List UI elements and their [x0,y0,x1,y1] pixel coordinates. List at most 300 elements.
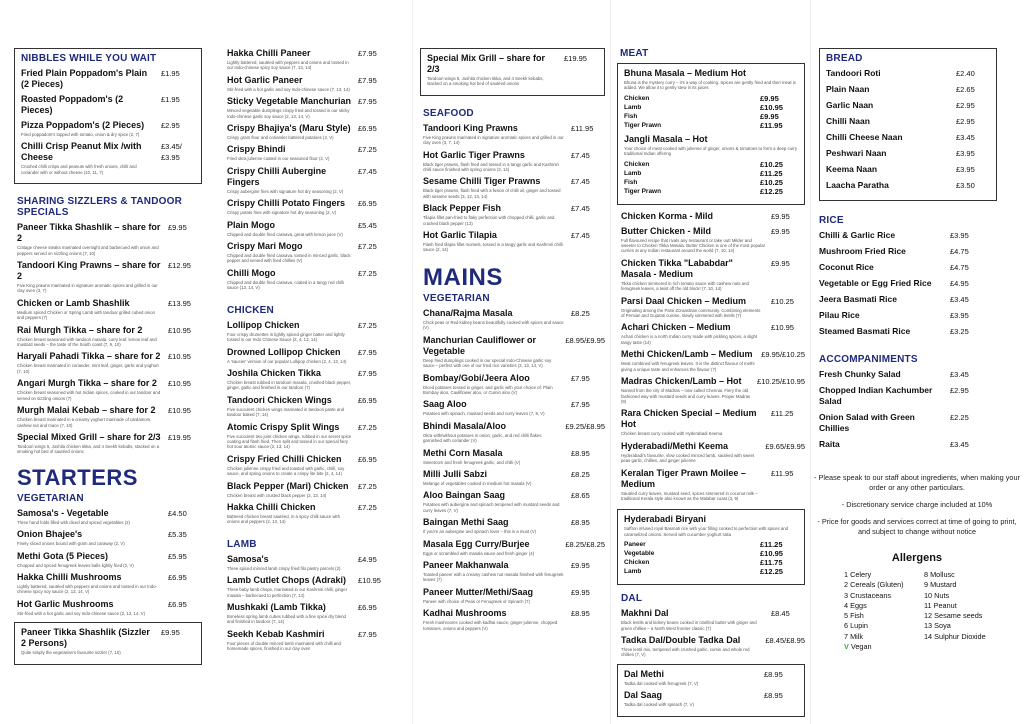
menu-item [621,258,805,292]
menu-item [423,176,605,199]
menu-item-price: £8.45 [771,609,790,619]
menu-item-text [17,260,168,294]
menu-item-description: Tandoori wings 5, Joshila chicken tikka, and 4 Seekh kebabs, stacked on a smoking hot bed of sautéed onions [17,443,160,455]
menu-item-description: Crispy gram flour and coriander battered potatoes (2, V) [227,135,334,141]
menu-item-price: £10.25/£10.95 [757,377,805,387]
menu-item-text [621,211,771,222]
menu-item [621,635,805,658]
menu-item-name: Milli Julli Sabzi [423,468,488,479]
menu-item-text [826,116,956,127]
menu-item-price: £11.95 [771,468,794,478]
menu-item [227,166,392,194]
menu-item-price: £4.50 [168,508,187,518]
section-heading: DAL [621,593,643,605]
menu-item [826,68,990,79]
menu-item-price: £3.50 [956,181,975,190]
menu-item-description: Three hand folds filled with diced and spiced vegetables (2) [17,519,130,525]
menu-item-name: Sticky Vegetable Manchurian [227,96,352,107]
menu-item-name: Methi Gota (5 Pieces) [17,550,109,561]
menu-item-text [423,469,571,486]
menu-item-name: Chana/Rajma Masala [423,307,513,318]
menu-item-description: Chicken breast rubbed in tandoori masala, crushed black pepper, ginger, garlic and finished in our tandoor (7) [227,379,351,391]
menu-item-name: Coconut Rice [819,262,874,272]
menu-item [227,454,392,477]
menu-item-description: Three lentil mix, tempered with crushed garlic, cumin and whole red chillies (7, V) [621,646,750,658]
option-price: £10.25 [760,159,783,169]
menu-item-price: £8.95 [571,609,590,619]
menu-item-name: Keralan Tiger Prawn Moilee – Medium [621,467,746,489]
menu-item-description: Tadka dal cooked with spinach (7, V) [624,702,694,708]
menu-item [21,68,195,90]
allergen-item: 9 Mustard [924,580,957,590]
menu-item [423,308,605,331]
menu-item-price: £8.65 [571,491,590,501]
menu-item [621,468,805,502]
menu-item-text [227,123,358,140]
menu-item-price: £6.95 [168,572,187,582]
menu-item-description: Tadka dal cooked with fenugreek (7, V) [624,680,699,686]
menu-item [624,669,798,686]
menu-item-name: Sesame Chilli Tiger Prawns [423,176,541,187]
menu-item-text [423,608,571,631]
menu-item [227,268,392,291]
menu-item-name: Butter Chicken - Mild [621,225,712,236]
menu-option [624,94,798,103]
menu-item [826,132,990,143]
menu-item [423,448,605,465]
menu-item-text [17,529,168,546]
menu-item-name: Plain Naan [826,84,870,94]
option-price: £11.95 [760,120,783,130]
menu-item-text [427,53,564,87]
note-prices: - Price for goods and services correct at time of going to print, and subject to change without notice [817,517,1017,536]
menu-item-name: Aloo Baingan Saag [423,490,506,501]
menu-item-text [621,376,757,404]
menu-item-price: £8.25/£8.25 [565,539,605,549]
menu-item [423,587,605,604]
menu-item-price: £10.95 [771,323,794,333]
menu-item-text [17,551,168,568]
menu-item-name: Bhindi Masala/Aloo [423,420,507,431]
menu-item-name: Kadhai Mushrooms [423,608,507,619]
menu-item [227,320,392,343]
menu-item-text [227,395,358,418]
menu-item-price: £9.95/£10.25 [761,350,805,360]
menu-item-name: Hakka Chilli Chicken [227,501,316,512]
menu-item-price: £5.35 [168,530,187,540]
menu-item-text [17,599,168,616]
menu-item-description: Chipped and double fried cassava, tossed in minced garlic, black pepper and served with fried chillies (V) [227,253,351,264]
menu-item-description: Chicken breast marinated in coriander, mint leaf, ginger, garlic and yoghurt (7, 10) [17,363,159,374]
menu-item-text [423,490,571,513]
menu-item-group [624,514,798,576]
menu-item-text [227,422,358,450]
allergen-item: 13 Soya [924,621,951,631]
menu-item-name: Tadka Dal/Double Tadka Dal [621,634,741,645]
menu-item [17,260,202,294]
menu-item [819,412,984,434]
menu-item [819,294,984,305]
section-heading: RICE [819,215,844,226]
menu-item-description: Quite simply the vegetarian's favourite sizzler (7, 10) [21,650,121,656]
starters-vegetarian-section [14,493,202,620]
menu-item-price: £3.25 [950,327,969,336]
menu-item-price: £6.95 [358,124,377,134]
menu-item [826,100,990,111]
menu-item-text [819,310,950,321]
menu-item-price: £2.25 [950,413,969,422]
menu-item-description: Crushed chilli crisps and peanuts with fresh onions, chilli and coriander with or without cheese (10, 11, 7) [21,164,137,175]
menu-item-text [826,84,956,95]
option-label: Tiger Prawn [624,187,662,195]
menu-item-text [819,385,950,407]
menu-item-description: Battered chicken breast sautéed, in a spicy chilli sauce with onions and peppers (2, 13, 14) [227,513,340,525]
note-ingredients: - Please speak to our staff about ingredients, when making your order or any other particulars. [814,473,1020,492]
menu-item [17,529,202,546]
menu-item-text [819,439,950,450]
menu-item-description: Okra with/without potatoes in onion, garlic, and red chilli flakes garnished with coriander (V) [423,432,542,444]
menu-item-description: Potatoes with aubergine and spinach tempered with mustard seeds and curry leaves (7, V) [423,502,560,513]
menu-item-price: £8.95 [571,448,590,458]
menu-item-price: £3.95 [950,231,969,240]
menu-item-text [227,629,358,652]
menu-item-text [17,325,168,348]
menu-item-name: Dal Methi [624,668,665,679]
menu-item-description: Sautéed curry leaves, mustard seed, spices simmered in coconut milk – traditional Kerala style also known as the Malabar coast (3, 9) [621,490,758,501]
menu-item [227,347,392,364]
menu-item [227,575,392,598]
menu-item-price: £9.95 [571,587,590,597]
menu-item-name: Crispy Chilli Aubergine Fingers [227,165,327,187]
menu-item-price: £2.95 [950,386,969,395]
menu-item-name: Paneer Tikka Shashlik – share for 2 [17,222,161,244]
menu-item [621,408,805,436]
menu-item-text [423,150,571,173]
menu-option [624,103,798,112]
menu-item-text [227,368,358,391]
option-label: Chicken [624,160,650,168]
menu-item-description: Chipped and double fried cassava, great with lemon juice (V) [227,231,343,237]
menu-item-name: Tandoori King Prawns [423,122,518,133]
menu-item [621,441,805,464]
menu-item-price: £5.95 [168,551,187,561]
menu-item-name: Methi Corn Masala [423,447,503,458]
menu-item-price: £19.95 [168,432,191,442]
menu-item-name: Drowned Lollipop Chicken [227,346,341,357]
menu-option [624,160,798,169]
menu-item [826,116,990,127]
allergen-item: 3 Crustaceans [844,590,892,600]
menu-item [17,325,202,348]
menu-item-name: Black Pepper Fish [423,203,502,214]
menu-item-description: Chicken breast curry cooked with Hyderabadi Keema [621,431,723,437]
menu-item [423,123,605,146]
menu-item-name: Samosa's [227,553,269,564]
menu-option [624,112,798,121]
menu-item-text [21,120,161,137]
menu-item [21,120,195,137]
menu-item-text [227,575,358,598]
menu-item-name: Baingan Methi Saag [423,517,509,528]
menu-item-name: Chicken Korma - Mild [621,210,714,221]
menu-item-name: Tandoori Chicken Wings [227,394,332,405]
menu-item-price: £7.45 [571,231,590,241]
allergen-item: 5 Fish [844,611,864,621]
menu-item-price: £7.95 [571,373,590,383]
note-service-charge: - Discretionary service charge included at 10% [841,500,993,509]
menu-item-name: Seekh Kebab Kashmiri [227,628,325,639]
menu-item-description: Fried okra julienne coated in our seasoned flour (2, V) [227,156,330,162]
menu-item-price: £3.45/ £3.95 [161,142,182,163]
menu-item-name: Saag Aloo [423,399,467,410]
menu-option [624,567,798,576]
section-heading: MAINS [423,263,503,291]
menu-item-price: £7.25 [358,242,377,252]
section-heading: ACCOMPANIMENTS [819,354,918,365]
menu-item [624,690,798,707]
menu-item-name: Parsi Daal Chicken – Medium [621,295,747,306]
menu-item-description: Chipped and double fried cassava, coated in a tangy red chilli sauce (13, 14, V) [227,279,345,291]
menu-item-price: £2.95 [956,117,975,126]
menu-item [819,230,984,241]
menu-item-price: £6.95 [358,199,377,209]
menu-item [621,296,805,319]
menu-item-price: £7.45 [571,177,590,187]
menu-item [227,602,392,625]
menu-item [227,422,392,450]
mains-vegetarian-section [420,293,605,635]
menu-item-price: £10.95 [168,352,191,362]
menu-item-text [621,258,771,292]
menu-item-text [17,572,168,595]
menu-item-name: Hot Garlic Mushrooms [17,598,114,609]
allergens-title: Allergens [891,552,943,564]
menu-item-name: Achari Chicken – Medium [621,322,731,333]
menu-item-price: £7.45 [571,150,590,160]
section-heading: VEGETARIAN [17,492,84,504]
menu-item [227,96,392,119]
menu-item-price: £2.95 [956,101,975,110]
menu-item-text [423,335,565,369]
menu-item-description: Minced vegetable dumplings crispy fried and tossed in our sticky Indo-chinese garlic soy sauce (2, 13, 14, V) [227,108,350,119]
menu-item-price: £10.95 [168,406,191,416]
menu-item [423,150,605,173]
menu-item-price: £7.25 [358,422,377,432]
menu-option [624,178,798,187]
menu-item-description: Chicken breast seasoned with tandoori masala, curry leaf, lemon leaf and mustard seeds – the taste of the South coast (7, 9, 10) [17,336,157,348]
menu-item-description: Eggs or scrambled with masala sauce and fresh ginger (4) [423,550,535,556]
option-price: £12.25 [760,186,783,196]
menu-item [819,310,984,321]
option-price: £12.25 [760,567,783,577]
menu-item-description: Lightly battered, sautéed with peppers and onions and tossed in our Indo-chinese spicy soy sauce (7, 13, 14) [227,60,349,71]
menu-item [423,203,605,226]
menu-item-price: £8.95 [764,691,783,701]
menu-item-price: £13.95 [168,298,191,308]
menu-item-description: Deep fried dumplings cooked in our special Indo-Chinese garlic soy sauce – perfect with one of our fried rice varieties (2, 13, 14, V) [423,357,552,369]
menu-item [17,572,202,595]
menu-item-price: £19.95 [564,54,587,63]
menu-item [227,481,392,498]
menu-item-text [819,230,950,241]
menu-item-description: Fried poppadom's topped with tomato, onion & dry spice (2, 7) [21,132,140,137]
column-5 [814,48,1020,652]
menu-item [819,246,984,257]
menu-item-text [17,298,168,321]
allergen-item: 8 Mollusc [924,570,955,579]
menu-item [423,421,605,444]
menu-item-name: Special Mixed Grill – share for 2/3 [17,431,161,442]
menu-item-text [423,399,571,416]
menu-item-text [17,378,168,401]
menu-item-price: £8.95/£9.95 [565,335,605,345]
menu-item-text [423,421,565,444]
menu-item [819,439,984,450]
menu-item-text [423,448,571,465]
menu-item-name: Makhni Dal [621,608,669,619]
menu-item-name: Madras Chicken/Lamb – Hot [621,376,742,387]
menu-item-price: £8.25 [571,308,590,318]
menu-item [621,322,805,345]
menu-item-price: £7.95 [571,400,590,410]
menu-item [621,349,805,372]
menu-item-description: Chicken breast marinated in a creamy yoghurt marinade of cardamom, cashew nut and mace (7, 10) [17,417,152,428]
menu-item-price: £10.95 [168,325,191,335]
chicken-section [227,305,392,529]
menu-item-text [227,347,358,364]
menu-item-name: Joshila Chicken Tikka [227,367,321,378]
menu-item-price: £7.25 [358,502,377,512]
option-price: £10.25 [760,177,783,187]
menu-item-price: £3.95 [956,149,975,158]
menu-item-description: Five King prawns marinated in signature aromatic spices and grilled in our clay oven (3, 7, 14) [423,134,564,146]
menu-item-description: Black tiger prawns, flash fried with a fusion of chilli oil, ginger and tossed with sesame seeds (3, 12, 13, 14) [423,188,561,199]
menu-item-text [423,230,571,253]
menu-item-price: £8.25 [571,469,590,479]
menu-item-name: Special Mix Grill – share for 2/3 [427,53,546,74]
menu-item-description: Sweetcorn and fresh fenugreek garlic, and chilli (V) [423,459,521,465]
lamb-section [227,539,392,656]
menu-item-description: Chicken breast seasoned with hot Indian spices, cooked in our tandoor and served on sizzling onions (7) [17,390,161,401]
column-divider [412,0,413,724]
menu-item-text [17,405,168,428]
menu-item-name: Masala Egg Curry/Burjee [423,538,530,549]
menu-item-name: Mushroom Fried Rice [819,246,906,256]
menu-item-name: Crispy Fried Chilli Chicken [227,453,342,464]
menu-item-name: Samosa's - Vegetable [17,507,109,518]
menu-item-description: Cottage cheese steaks marinated overnight and barbecued with onion and peppers served on sizzling onions (7, 10) [17,245,159,256]
menu-item [621,376,805,404]
menu-item [423,399,605,416]
menu-item-description: Five King prawns marinated in signature aromatic spices and grilled in our clay oven (3, 7) [17,283,158,294]
menu-item [819,278,984,289]
menu-item-price: £9.65/£9.95 [765,441,805,451]
menu-item-name: Paneer Makhanwala [423,559,509,570]
menu-item-name: Hakka Chilli Paneer [227,48,311,58]
menu-item-price: £8.95 [764,669,783,679]
menu-item-text [227,144,358,161]
menu-item-description: Crispy potato fries with signature hot dry seasoning (2, V) [227,210,337,216]
menu-item-price: £9.95 [168,223,187,233]
menu-item-description: Chicken julienne crispy fried and toasted with garlic, chilli, soy sauce, and spring onions to create a crispy lite bite (2, 4, 14) [227,465,345,477]
menu-item-description: Toasted paneer with a creamy cashew nut masala finished with fenugreek leaves (7) [423,571,564,583]
menu-item-name: Hyderabadi/Methi Keema [621,440,729,451]
menu-item-name: Hyderabadi Biryani [624,514,707,525]
menu-item-price: £1.95 [161,69,180,78]
menu-item-description: Chicken breast with crusted black pepper (2, 13, 14) [227,492,327,498]
menu-item [227,48,392,71]
meat-heading [617,48,805,63]
menu-item-price: £7.25 [358,481,377,491]
menu-item-text [826,132,956,143]
menu-item-name: Chopped Indian Kachumber Salad [819,385,933,406]
menu-item-text [17,222,168,256]
menu-item-price: £10.25 [771,296,794,306]
menu-item [423,560,605,583]
menu-item-name: Chilli Cheese Naan [826,132,903,142]
menu-item-price: £3.45 [956,133,975,142]
menu-item-description: Originating among the Parsi Zoroastrian community. Combining elements of Persian and Gujarati cuisine, slowly simmered with lentils (7) [621,307,761,319]
allergen-item: 2 Cereals (Gluten) [844,580,904,590]
menu-item-text [227,220,358,237]
menu-item-price: £2.95 [161,121,180,130]
menu-item-text [819,278,950,289]
menu-item-description: Stir-fried with a hot garlic and soy Indo-chinese sauce (7, 13, 14) [227,86,350,92]
menu-item-name: Paneer Mutter/Methi/Saag [423,586,534,597]
menu-item [819,262,984,273]
menu-item-description: Meat combined with fenugreek leaves. It is the distinct flavour of methi giving a unique taste and enhances the flavour (7) [621,361,755,372]
menu-item-price: £7.95 [358,368,377,378]
menu-item-price: £3.45 [950,295,969,304]
menu-option [624,558,798,567]
column-divider [810,0,811,724]
section-heading: NIBBLES WHILE YOU WAIT [21,53,157,64]
menu-item-description: Chopped and spiced fenugreek leaves balls lightly fried (2, V) [17,562,134,568]
menu-item-description: Tilapia fillet pan-fried to flaky perfection with chopped chilli, garlic and cracked black pepper (13) [423,215,555,226]
menu-item [423,490,605,513]
option-price: £10.95 [760,549,783,559]
menu-item [17,551,202,568]
option-price: £10.95 [760,102,783,112]
menu-item-name: Bombay/Gobi/Jeera Aloo [423,372,530,383]
menu-item-price: £9.95 [571,560,590,570]
allergen-item: 11 Peanut [924,600,957,610]
menu-item-description: Black lentils and kidney beans cooked in clarified butter with ginger and green chillies – a North West frontier classic (7) [621,620,757,631]
menu-item-text [21,68,161,90]
menu-item-group [624,68,798,130]
seafood-section [420,108,605,257]
menu-item-name: Paneer Tikka Shashlik (Sizzler 2 Persons) [21,627,150,649]
menu-item-description: Tikka chicken simmered in rich tomato sauce with cashew nuts and fenugreek leaves, a twist off the old block! (7, 10, 14) [621,280,749,292]
menu-item [227,144,392,161]
section-heading: STARTERS [17,464,138,490]
menu-item-name: Onion Salad with Green Chillies [819,412,915,433]
sharing-section [14,196,202,459]
menu-item-name: Fresh Chunky Salad [819,369,901,379]
menu-item-price: £7.45 [571,204,590,214]
menu-item-text [621,322,771,345]
menu-item-name: Chilli Naan [826,116,870,126]
option-label: Chicken [624,559,650,567]
menu-item-text [227,75,358,92]
menu-item-text [621,468,771,502]
menu-item-price: £8.45/£8.95 [765,635,805,645]
menu-item [227,395,392,418]
menu-item-description: Finely sliced onions bound with gram and caraway (2, V) [17,541,125,547]
menu-item-description: Crispy aubergine fries with signature hot dry seasoning (2, V) [227,188,344,194]
menu-item-description: Lightly battered, sautéed with peppers and onions and tossed in our Indo-chinese spicy soy sauce (2, 13, 14, V) [17,583,157,595]
option-price: £11.25 [760,540,783,550]
